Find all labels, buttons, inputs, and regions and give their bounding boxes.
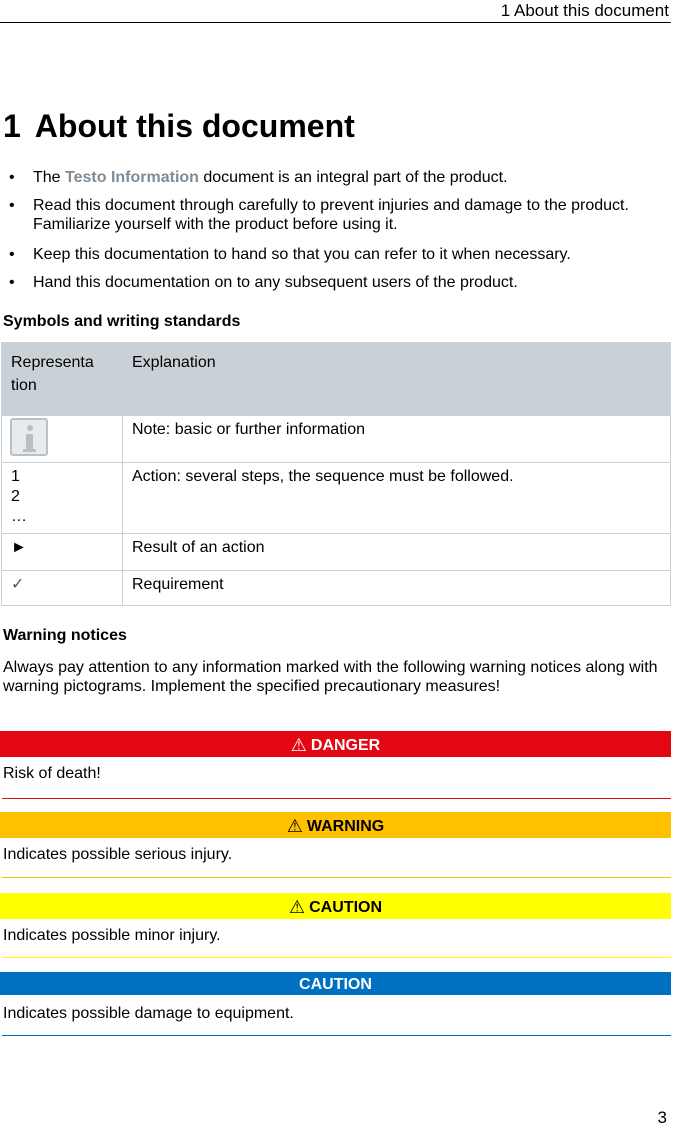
- info-icon: [10, 418, 48, 456]
- running-header: [0, 0, 671, 23]
- bullet-text: The: [33, 169, 66, 186]
- section-heading: [3, 108, 355, 145]
- warning-triangle-icon: ⚠: [288, 897, 306, 917]
- column-header-representation: Representa tion: [2, 343, 123, 416]
- bullet-text: document is an integral part of the product.: [198, 169, 508, 186]
- page-number: 3: [657, 1108, 667, 1127]
- explanation-cell: Result of an action: [123, 534, 671, 571]
- caution-equipment-label: CAUTION: [299, 976, 372, 993]
- caution-divider: [2, 957, 671, 958]
- table-row: [2, 534, 671, 571]
- warning-text: Indicates possible serious injury.: [3, 846, 233, 863]
- caution-text: Indicates possible minor injury.: [3, 927, 221, 944]
- intro-bullet-list: [0, 168, 671, 301]
- warning-label: WARNING: [306, 818, 385, 835]
- caution-equipment-bar: [0, 972, 671, 995]
- warning-intro-text: Always pay attention to any information marked with the following warning notices along with warning pictograms. Implement the specified precautionary measures!: [3, 659, 658, 695]
- table-row: [2, 571, 671, 606]
- warning-bar: [0, 812, 671, 838]
- danger-text: Risk of death!: [3, 765, 101, 782]
- table-header-row: [2, 343, 671, 416]
- checkmark-icon: ✓: [2, 571, 123, 606]
- caution-bar: [0, 893, 671, 919]
- section-title: About this document: [34, 108, 355, 144]
- danger-divider: [2, 798, 671, 799]
- warning-notice: [0, 812, 671, 864]
- bullet-item: • Hand this documentation on to any subsequent users of the product.: [0, 273, 671, 292]
- section-number: 1: [3, 108, 21, 144]
- danger-label: DANGER: [310, 737, 381, 754]
- caution-equipment-divider: [2, 1035, 671, 1036]
- step-number: 2: [11, 488, 20, 505]
- warning-triangle-icon: ⚠: [290, 735, 307, 755]
- symbols-table: [1, 342, 671, 606]
- table-row: [2, 416, 671, 463]
- explanation-cell: Requirement: [123, 571, 671, 606]
- danger-bar: [0, 731, 671, 757]
- danger-notice: [0, 731, 671, 783]
- symbol-cell: [2, 463, 123, 534]
- warning-triangle-icon: ⚠: [286, 816, 303, 836]
- column-header-explanation: Explanation: [123, 343, 671, 416]
- step-number: 1: [11, 468, 20, 485]
- result-arrow-icon: ►: [2, 534, 123, 571]
- symbol-cell: [2, 416, 123, 463]
- caution-equipment-text: Indicates possible damage to equipment.: [3, 1005, 294, 1022]
- bullet-item: • Keep this documentation to hand so that you can refer to it when necessary.: [0, 245, 671, 264]
- bullet-item: [0, 168, 671, 187]
- warning-divider: [2, 877, 671, 878]
- caution-label: CAUTION: [309, 899, 383, 916]
- symbols-heading: Symbols and writing standards: [3, 313, 241, 330]
- caution-equipment-notice: [0, 972, 671, 1023]
- table-row: [2, 463, 671, 534]
- running-header-title: 1 About this document: [500, 1, 669, 20]
- explanation-cell: Action: several steps, the sequence must be followed.: [123, 463, 671, 534]
- testo-information-link[interactable]: Testo Information: [65, 169, 199, 186]
- step-ellipsis: …: [11, 508, 27, 525]
- explanation-cell: Note: basic or further information: [123, 416, 671, 463]
- bullet-item: • Read this document through carefully to prevent injuries and damage to the product. Familiarize yourself with the product before using it.: [0, 196, 671, 234]
- warning-notices-heading: Warning notices: [3, 627, 127, 644]
- caution-notice: [0, 893, 671, 945]
